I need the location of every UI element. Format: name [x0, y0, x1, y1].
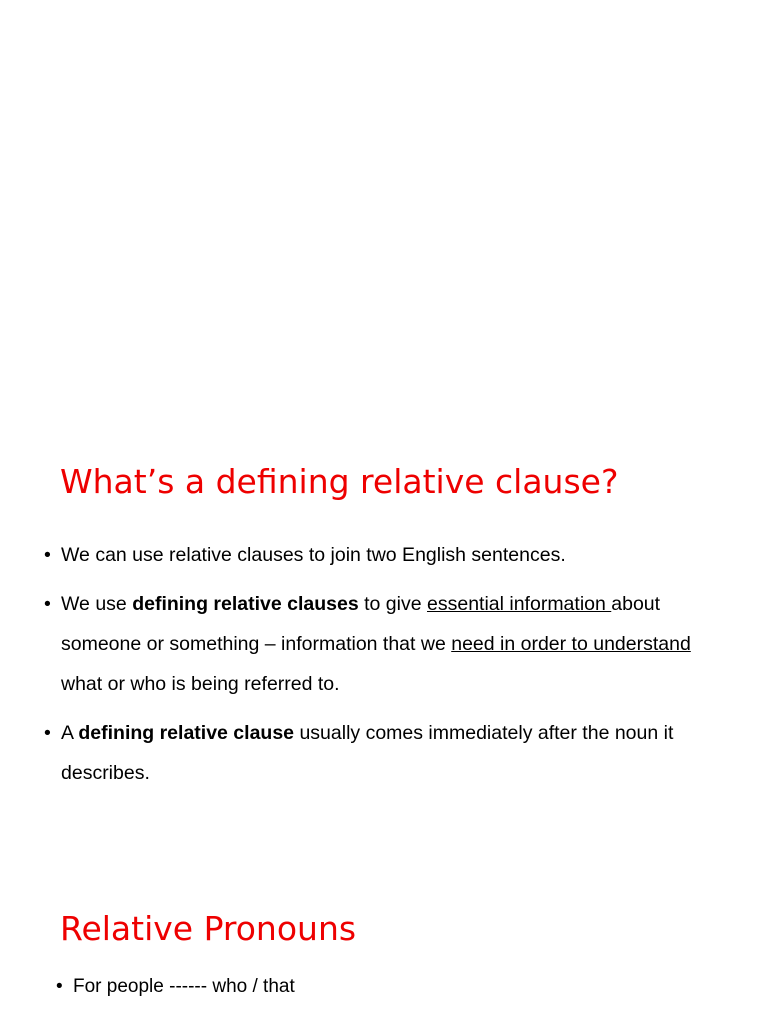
- bullet-3-text-b: usually comes immediately after the noun it describes.: [61, 722, 674, 784]
- pronouns-heading: Relative Pronouns: [60, 909, 357, 948]
- pronouns-bullet-list: [56, 967, 736, 1016]
- bullet-2-text-b: to give: [358, 593, 427, 615]
- definition-heading: What’s a defining relative clause?: [60, 462, 619, 501]
- bullet-2-text-c: about someone or something – information that we: [61, 593, 661, 655]
- bullet-item-3: [44, 713, 724, 793]
- bullet-2-text-d: what or who is being referred to.: [61, 673, 340, 695]
- pronoun-bullet-1-text: For people ------ who / that: [73, 976, 295, 997]
- bullet-2-underline-essential: essential information: [427, 593, 612, 615]
- bullet-item-1: [44, 535, 724, 575]
- bullet-3-bold: defining relative clause: [78, 722, 295, 744]
- definition-bullet-list: [44, 535, 724, 802]
- bullet-item-2: [44, 584, 724, 704]
- bullet-3-text-a: A: [61, 722, 79, 744]
- bullet-2-bold: defining relative clauses: [132, 593, 359, 615]
- bullet-2-underline-need: need in order to understand: [451, 633, 691, 655]
- pronoun-bullet-item-1: [56, 967, 736, 1007]
- pronouns-slide: [0, 880, 768, 1024]
- bullet-1-text: We can use relative clauses to join two English sentences.: [61, 544, 566, 566]
- bullet-2-text-a: We use: [61, 593, 133, 615]
